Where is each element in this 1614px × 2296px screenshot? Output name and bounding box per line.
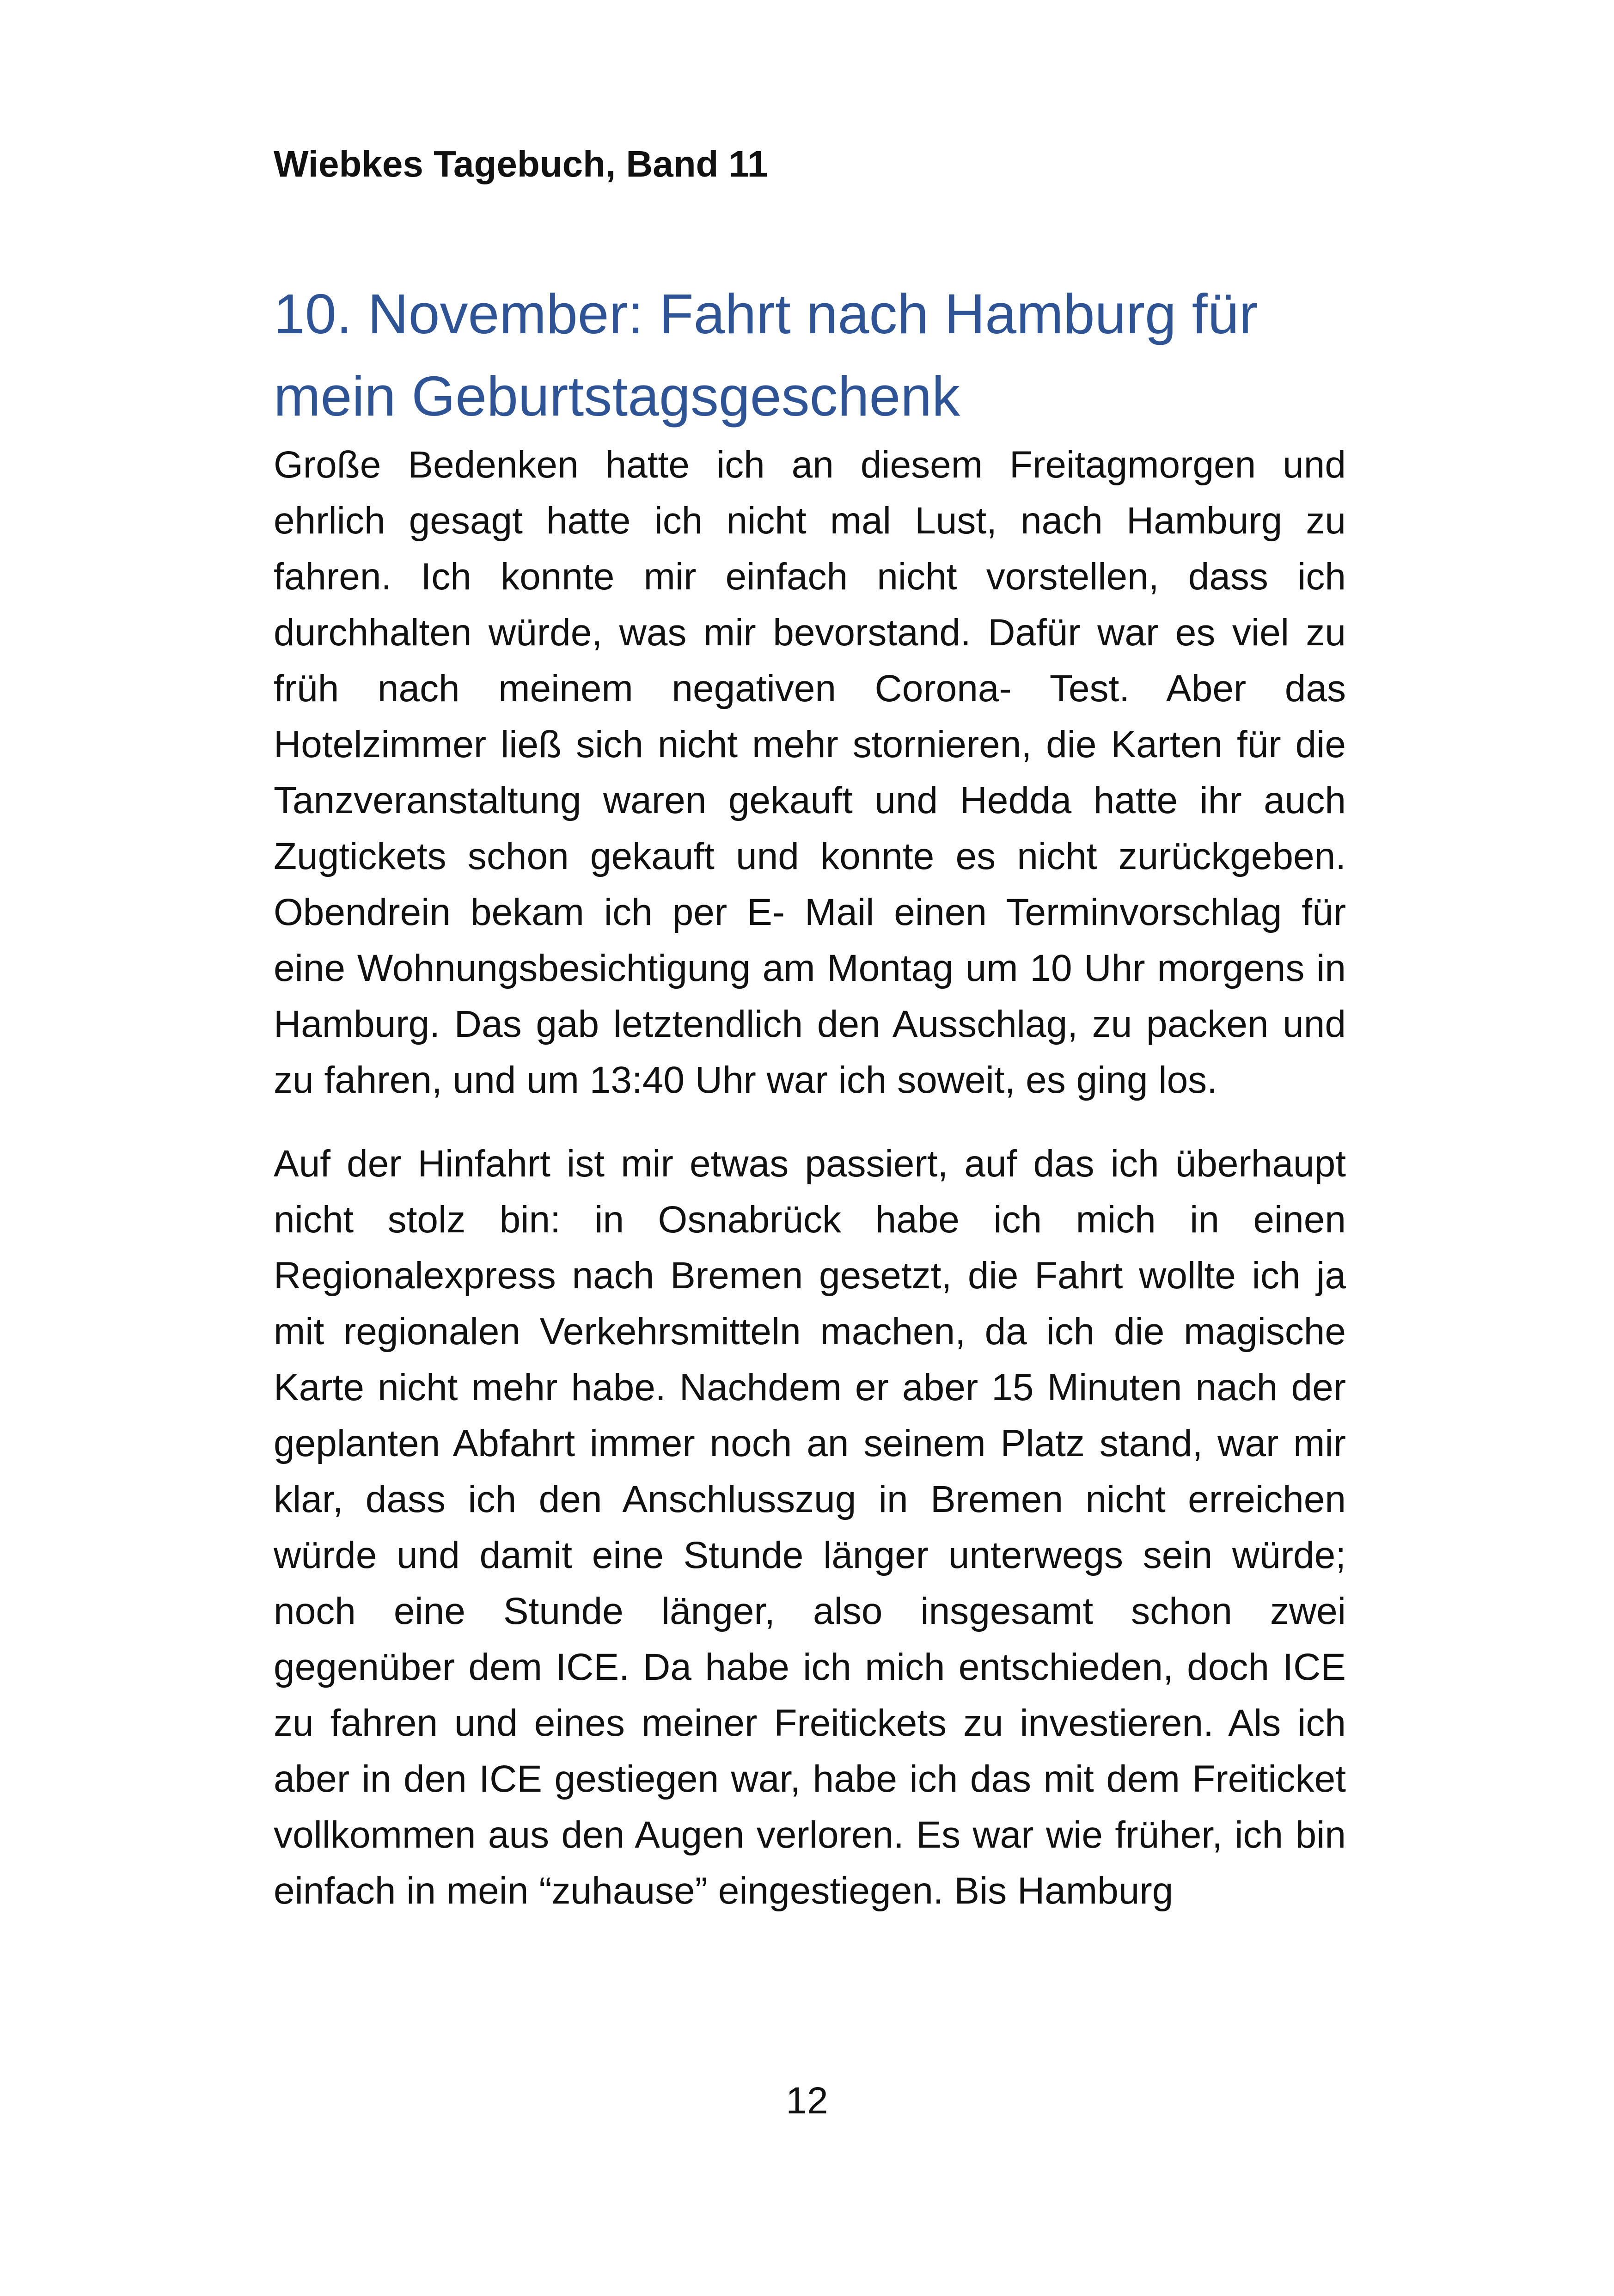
running-header: Wiebkes Tagebuch, Band 11: [274, 143, 768, 184]
page-number: 12: [786, 2080, 828, 2122]
paragraph: Große Bedenken hatte ich an diesem Freitagmorgen und ehrlich gesagt hatte ich nicht mal Lust, nach Hamburg zu fahren. Ich konnte mir einfach nicht vorstellen, dass ich durchhalten würde, was mir bevorstand. Dafür war es viel zu früh nach meinem negativen Corona- Test. Aber das Hotelzimmer ließ sich nicht mehr stornieren, die Karten für die Tanzveranstaltung waren gekauft und Hedda hatte ihr auch Zugtickets schon gekauft und konnte es nicht zurückgeben. Obendrein bekam ich per E- Mail einen Terminvorschlag für eine Wohnungsbesichtigung am Montag um 10 Uhr morgens in Hamburg. Das gab letztendlich den Ausschlag, zu packen und zu fahren, und um 13:40 Uhr war ich soweit, es ging los.: [274, 444, 1346, 1101]
chapter-title: 10. November: Fahrt nach Hamburg für mein Geburtstagsgeschenk: [274, 282, 1258, 428]
paragraph: Auf der Hinfahrt ist mir etwas passiert, auf das ich überhaupt nicht stolz bin: in Osnabrück habe ich mich in einen Regionalexpress nach Bremen gesetzt, die Fahrt wollte ich ja mit regionalen Verkehrsmitteln machen, da ich die magische Karte nicht mehr habe. Nachdem er aber 15 Minuten nach der geplanten Abfahrt immer noch an seinem Platz stand, war mir klar, dass ich den Anschlusszug in Bremen nicht erreichen würde und damit eine Stunde länger unterwegs sein würde; noch eine Stunde länger, also insgesamt schon zwei gegenüber dem ICE. Da habe ich mich entschieden, doch ICE zu fahren und eines meiner Freitickets zu investieren. Als ich aber in den ICE gestiegen war, habe ich das mit dem Freiticket vollkommen aus den Augen verloren. Es war wie früher, ich bin einfach in mein “zuhause” eingestiegen. Bis Hamburg: [274, 1143, 1346, 1912]
body-text: [274, 437, 1346, 1947]
